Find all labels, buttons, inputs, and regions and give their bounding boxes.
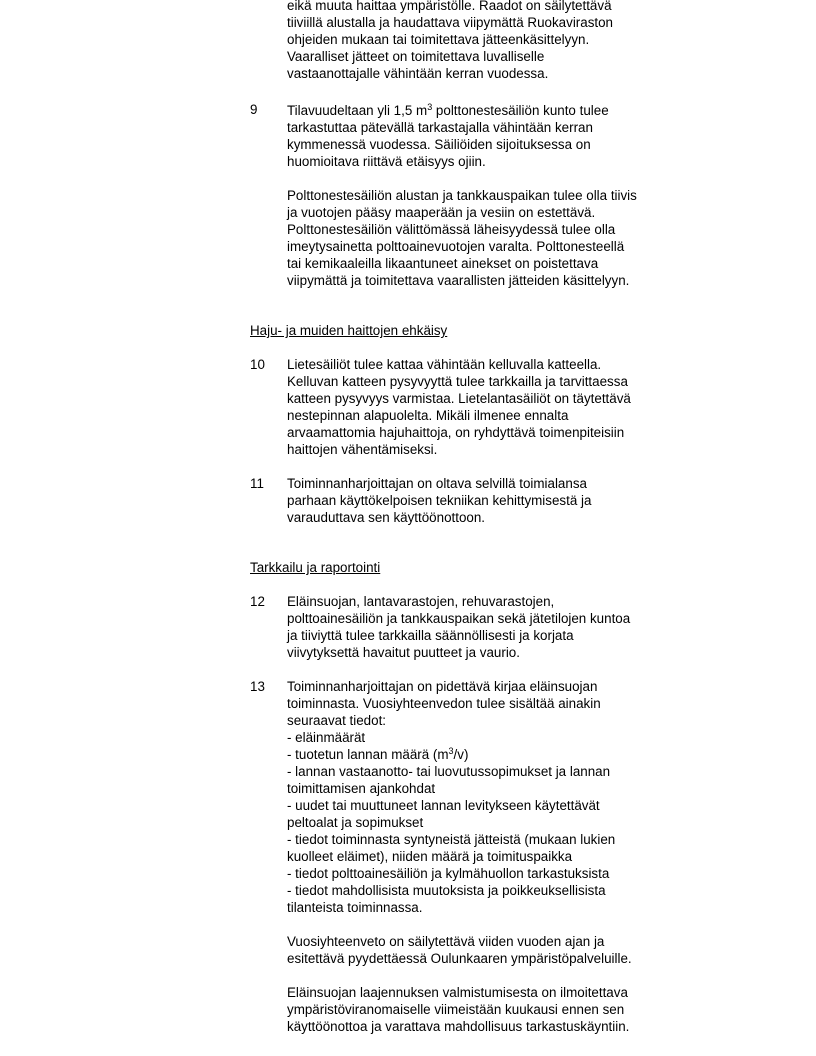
text-line: imeytysainetta polttoainevuotojen varalta. Polttonesteellä: [287, 239, 625, 254]
item-13-paragraph-2: [287, 933, 687, 967]
text-line: - tiedot mahdollisista muutoksista ja poikkeuksellisista: [287, 883, 606, 898]
item-number-13: 13: [250, 679, 265, 694]
text-line: haittojen vähentämiseksi.: [287, 442, 438, 457]
text-line: toiminnasta. Vuosiyhteenvedon tulee sisältää ainakin: [287, 696, 601, 711]
text-line: - tiedot toiminnasta syntyneistä jätteistä (mukaan lukien: [287, 832, 616, 847]
intro-paragraph: [287, 0, 687, 82]
item-number-11: 11: [250, 476, 264, 491]
item-10-paragraph: [287, 356, 687, 458]
text-line: arvaamattomia hajuhaittoja, on ryhdyttävä toimenpiteisiin: [287, 425, 625, 440]
text-line: ohjeiden mukaan tai toimitettava jätteenkäsittelyyn.: [287, 32, 590, 47]
text-line: katteen pysyvyys varmistaa. Lietelantasäiliöt on täytettävä: [287, 391, 631, 406]
item-9-paragraph-2: [287, 187, 687, 289]
text-line: viivytyksettä havaitut puutteet ja vaurio.: [287, 645, 520, 660]
text-line: Lietesäiliöt tulee kattaa vähintään kelluvalla katteella.: [287, 357, 602, 372]
section-heading-monitoring: Tarkkailu ja raportointi: [250, 560, 381, 575]
text-line: Kelluvan katteen pysyvyyttä tulee tarkkailla ja tarvittaessa: [287, 374, 628, 389]
text-line: varauduttava sen käyttöönottoon.: [287, 510, 486, 525]
text-line: peltoalat ja sopimukset: [287, 815, 424, 830]
item-13-paragraph-3: [287, 984, 687, 1035]
text-line: Polttonestesäiliön alustan ja tankkauspaikan tulee olla tiivis: [287, 188, 637, 203]
text-line: tai kemikaaleilla likaantuneet ainekset on poistettava: [287, 256, 599, 271]
section-heading-odour: Haju- ja muiden haittojen ehkäisy: [250, 323, 448, 338]
text-line: - eläinmäärät: [287, 730, 366, 745]
item-number-10: 10: [250, 357, 265, 372]
text-line: parhaan käyttökelpoisen tekniikan kehittymisestä ja: [287, 493, 592, 508]
text-line: huomioitava riittävä etäisyys ojiin.: [287, 154, 486, 169]
text-line: ja vuotojen pääsy maaperään ja vesiin on estettävä.: [287, 205, 596, 220]
item-12-paragraph: [287, 593, 687, 661]
text-line: polttoainesäiliön ja tankkauspaikan sekä jätetilojen kuntoa: [287, 611, 631, 626]
text-line: ympäristöviranomaiselle viimeistään kuukausi ennen sen: [287, 1002, 625, 1017]
text-line: Tilavuudeltaan yli 1,5 $m^3$ polttonestesäiliön kunto tulee: [287, 102, 609, 118]
text-line: nestepinnan alapuolelta. Mikäli ilmenee ennalta: [287, 408, 569, 423]
text-line: tiiviillä alustalla ja haudattava viipymättä Ruokaviraston: [287, 15, 614, 30]
text-line: vastaanottajalle vähintään kerran vuodessa.: [287, 66, 549, 81]
text-line: - tiedot polttoainesäiliön ja kylmähuollon tarkastuksista: [287, 866, 610, 881]
text-line: tilanteista toiminnassa.: [287, 900, 423, 915]
text-line: - uudet tai muuttuneet lannan levitykseen käytettävät: [287, 798, 600, 813]
text-line: - lannan vastaanotto- tai luovutussopimukset ja lannan: [287, 764, 611, 779]
text-line: kymmenessä vuodessa. Säiliöiden sijoituksessa on: [287, 137, 591, 152]
text-line: Vaaralliset jätteet on toimitettava luvalliselle: [287, 49, 545, 64]
item-9-paragraph: [287, 102, 687, 170]
text-line: viipymättä ja toimitettava vaarallisten jätteiden käsittelyyn.: [287, 273, 630, 288]
text-line: Vuosiyhteenveto on säilytettävä viiden vuoden ajan ja: [287, 934, 605, 949]
text-line: toimittamisen ajankohdat: [287, 781, 436, 796]
text-line: käyttöönottoa ja varattava mahdollisuus tarkastuskäyntiin.: [287, 1019, 630, 1034]
text-line: - tuotetun lannan määrä $(m^3/v)$: [287, 746, 469, 762]
item-13-paragraph: [287, 678, 687, 916]
text-line: Toiminnanharjoittajan on oltava selvillä toimialansa: [287, 476, 587, 491]
item-number-12: 12: [250, 594, 265, 609]
text-line: esitettävä pyydettäessä Oulunkaaren ympäristöpalveluille.: [287, 951, 632, 966]
text-line: seuraavat tiedot:: [287, 713, 387, 728]
text-line: eikä muuta haittaa ympäristölle. Raadot on säilytettävä: [287, 0, 612, 13]
text-line: tarkastuttaa pätevällä tarkastajalla vähintään kerran: [287, 120, 593, 135]
text-line: Eläinsuojan, lantavarastojen, rehuvarastojen,: [287, 594, 555, 609]
item-number-9: 9: [250, 102, 258, 117]
text-line: Toiminnanharjoittajan on pidettävä kirjaa eläinsuojan: [287, 679, 598, 694]
text-line: ja tiiviyttä tulee tarkkailla säännöllisesti ja korjata: [287, 628, 574, 643]
text-line: Eläinsuojan laajennuksen valmistumisesta on ilmoitettava: [287, 985, 628, 1000]
text-line: kuolleet eläimet), niiden määrä ja toimituspaikka: [287, 849, 573, 864]
item-11-paragraph: [287, 475, 687, 526]
text-line: Polttonestesäiliön välittömässä läheisyydessä tulee olla: [287, 222, 616, 237]
